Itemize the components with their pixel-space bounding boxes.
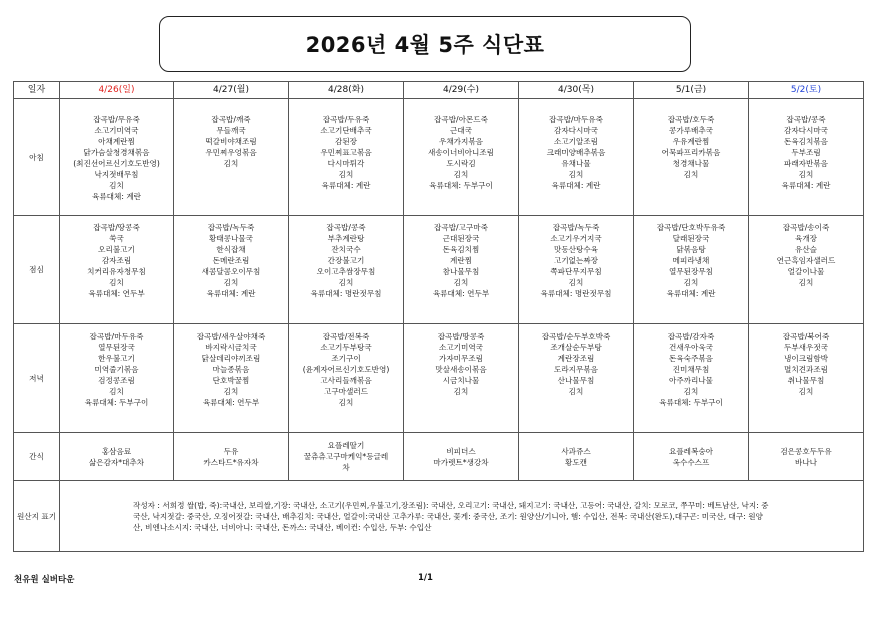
menu-item: 차 (342, 463, 350, 472)
day-header: 5/2(토) (749, 82, 864, 99)
menu-item: 낙지젓배무침 (94, 170, 139, 179)
menu-item: 치커리유자청무침 (87, 267, 146, 276)
menu-item: 계란장조림 (557, 354, 595, 363)
meal-label: 아침 (14, 99, 60, 216)
menu-item: 김치 (798, 170, 814, 179)
menu-item: 김치 (109, 387, 124, 396)
menu-item: 건새우아욱국 (668, 343, 713, 352)
menu-item: 검은콩호두두유 (780, 446, 832, 456)
menu-item: 떡갈비야채조림 (205, 137, 257, 146)
menu-item: 황태콩나물국 (208, 234, 253, 243)
menu-item: 황도캔 (564, 457, 587, 467)
menu-item: 김치 (109, 181, 124, 190)
menu-cell (289, 433, 404, 481)
menu-item: 잡곡밥/새우살야채죽 (196, 332, 266, 341)
menu-item: 고기없는짜장 (553, 256, 598, 265)
menu-item: 냉이크림함박 (783, 354, 828, 363)
menu-item: 달래된장국 (672, 234, 710, 243)
menu-item: 잡곡밥/두유죽 (322, 115, 370, 124)
menu-item: 소고기미역국 (438, 343, 483, 352)
menu-item: 닭볶음탕 (676, 245, 706, 254)
menu-item: 참나물무침 (442, 267, 480, 276)
menu-cell (174, 324, 289, 433)
menu-item: 근대국 (449, 126, 472, 135)
meal-row (14, 216, 864, 324)
meal-label: 간식 (14, 433, 60, 481)
menu-cell (634, 99, 749, 216)
menu-item: 시금치나물 (442, 376, 480, 385)
footer-page-number: 1/1 (418, 573, 433, 583)
menu-item: 육류대체: 계란 (206, 289, 256, 298)
menu-item: (최진선어르신기호도반영) (73, 159, 160, 168)
origin-line: 국산, 낙지젓갈: 중국산, 오징어젓갈: 국내산, 배추김치: 국내산, 얼갈이:국내산 고추가루: 국내산, 꽃게: 중국산, 조기: 원양산/기니아, 햄: 수입산, 전복: 국내산(완도),대구곤: 미국산, 대구: 원양 (133, 511, 763, 521)
menu-item: 두유 (223, 446, 239, 456)
menu-item: 잡곡밥/콩죽 (326, 223, 366, 232)
menu-item: 김치 (109, 278, 124, 287)
menu-item: 미역줄기볶음 (94, 365, 139, 374)
menu-cell (289, 324, 404, 433)
menu-item: 아주까리나물 (668, 376, 713, 385)
day-header: 4/27(월) (174, 82, 289, 99)
menu-item: 한우불고기 (98, 354, 135, 363)
menu-item: 감자다시마국 (783, 126, 828, 135)
menu-item: 크래미양배추볶음 (546, 148, 606, 157)
menu-item: 김치 (683, 278, 699, 287)
menu-item: 새콤달콤오이무침 (201, 267, 261, 276)
menu-item: 새송이너비아니조림 (427, 148, 495, 157)
menu-item: 검정콩조림 (98, 376, 135, 385)
menu-item: 카스타드*유자차 (203, 457, 259, 467)
menu-item: 간장불고기 (327, 256, 365, 265)
menu-cell (519, 433, 634, 481)
menu-item: 육류대체: 연두부 (432, 289, 490, 298)
menu-item: 맛동산탕수육 (553, 245, 598, 254)
menu-item: 닭살데리야끼조림 (201, 354, 261, 363)
menu-item: 오리불고기 (98, 245, 135, 254)
menu-item: 홍삼음료 (101, 446, 132, 456)
menu-item: 잡곡밥/콩죽 (786, 115, 826, 124)
menu-cell (174, 433, 289, 481)
day-header: 4/29(수) (404, 82, 519, 99)
menu-cell (174, 216, 289, 324)
menu-item: 잡곡밥/마두유죽 (89, 332, 144, 341)
meal-label: 저녁 (14, 324, 60, 433)
menu-item: 잡곡밥/마두유죽 (549, 115, 603, 124)
menu-item: 우유계란찜 (672, 137, 710, 146)
menu-item: 유산슬 (794, 245, 817, 254)
menu-item: 우민찌표고볶음 (320, 148, 372, 157)
menu-item: 소고기두부탕국 (320, 343, 372, 352)
menu-item: 조개살순두부탕 (550, 343, 602, 352)
menu-item: 잔치국수 (331, 245, 361, 254)
menu-item: 사과쥬스 (561, 446, 591, 456)
menu-item: 닭가슴살청경채볶음 (83, 148, 150, 157)
menu-item: (윤계자어르신기호도반영) (302, 365, 390, 374)
menu-item: 김치 (223, 387, 239, 396)
menu-item: 요플레딸기 (327, 441, 365, 450)
menu-item: 김치 (683, 387, 699, 396)
menu-item: 우채가지볶음 (438, 137, 483, 146)
menu-item: 메피라냉채 (672, 256, 710, 265)
menu-item: 두부조림 (791, 148, 821, 157)
menu-item: 김치 (798, 387, 814, 396)
menu-cell (749, 324, 864, 433)
menu-item: 비피더스 (446, 446, 476, 456)
menu-item: 잡곡밥/깨죽 (211, 115, 251, 124)
menu-item: 소고기알조림 (553, 137, 598, 146)
menu-item: 김치 (338, 398, 354, 407)
menu-item: 돈육숙주볶음 (668, 354, 713, 363)
meal-label: 점심 (14, 216, 60, 324)
menu-item: 감자조림 (101, 256, 132, 265)
menu-item: 아채계란찜 (98, 137, 135, 146)
menu-item: 가자미무조림 (438, 354, 483, 363)
menu-item: 우민찌우엉볶음 (205, 148, 257, 157)
menu-item: 잡곡밥/호두죽 (667, 115, 715, 124)
menu-item: 맛살새송이볶음 (435, 365, 487, 374)
origin-row (14, 481, 864, 552)
menu-item: 육류대체: 두부구이 (429, 181, 493, 190)
menu-item: 근대된장국 (442, 234, 480, 243)
menu-item: 김치 (453, 278, 469, 287)
menu-cell (519, 99, 634, 216)
menu-cell (289, 216, 404, 324)
origin-label: 원산지 표기 (14, 481, 60, 552)
menu-item: 김치 (338, 170, 354, 179)
menu-item: 김치 (683, 170, 699, 179)
menu-item: 소고기단배추국 (320, 126, 372, 135)
menu-item: 청경채나물 (672, 159, 710, 168)
menu-item: 잡곡밥/녹두죽 (207, 223, 255, 232)
menu-item: 마가렛트*생강차 (433, 457, 489, 467)
menu-item: 감자다시마국 (553, 126, 598, 135)
menu-item: 육류대체: 계란 (321, 181, 371, 190)
menu-item: 육개장 (794, 234, 817, 243)
menu-item: 쪽파단무지무침 (550, 267, 602, 276)
day-header: 4/30(목) (519, 82, 634, 99)
menu-item: 잡곡밥/땅콩죽 (93, 223, 140, 232)
menu-cell (519, 216, 634, 324)
menu-item: 연근흑임자샐러드 (776, 256, 836, 265)
menu-item: 오이고추쌈장무침 (316, 267, 376, 276)
menu-item: 멸치견과조림 (783, 365, 828, 374)
menu-item: 옥수수스프 (672, 457, 710, 467)
menu-cell (60, 216, 174, 324)
menu-cell (60, 433, 174, 481)
menu-cell (749, 433, 864, 481)
menu-item: 김치 (223, 159, 239, 168)
menu-item: 돈육김치찜 (442, 245, 480, 254)
footer-organization: 천유원 실버타운 (14, 575, 75, 585)
menu-cell (60, 324, 174, 433)
menu-item: 김치 (453, 387, 469, 396)
menu-item: 파래자반볶음 (783, 159, 828, 168)
menu-item: 육류대체: 두부구이 (659, 398, 723, 407)
menu-item: 취나물무침 (787, 376, 825, 385)
origin-line: 산, 비엔나소시지: 국내산, 너비아니: 국내산, 돈까스: 국내산, 베이컨: 수입산, 두부: 수입산 (133, 522, 432, 532)
menu-item: 잡곡밥/녹두죽 (552, 223, 600, 232)
menu-item: 잡곡밥/전복죽 (322, 332, 370, 341)
menu-item: 김치 (453, 170, 469, 179)
menu-item: 바지락시금치국 (205, 343, 257, 352)
menu-item: 계란찜 (449, 256, 472, 265)
menu-item: 열무된장무침 (668, 267, 713, 276)
meal-row (14, 324, 864, 433)
menu-item: 잡곡밥/단호박두유죽 (656, 223, 726, 232)
menu-item: 김치 (568, 387, 584, 396)
day-header: 4/28(화) (289, 82, 404, 99)
menu-cell (749, 99, 864, 216)
menu-item: 소고기우거지국 (550, 234, 602, 243)
page-title: 2026년 4월 5주 식단표 (159, 16, 691, 72)
menu-item: 육류대체: 계란 (666, 289, 716, 298)
menu-table (13, 81, 864, 552)
menu-item: 감된장 (334, 137, 357, 146)
menu-cell (404, 324, 519, 433)
menu-item: 김치 (338, 278, 354, 287)
menu-item: 삶은감자*대추차 (88, 457, 145, 467)
menu-item: 열무된장국 (98, 343, 135, 352)
menu-item: 잡곡밥/송이죽 (782, 223, 830, 232)
menu-item: 도라지무볶음 (553, 365, 598, 374)
menu-item: 김치 (568, 170, 584, 179)
menu-item: 산나물무침 (557, 376, 595, 385)
menu-item: 육류대체: 계란 (781, 181, 831, 190)
menu-item: 잡곡밥/감자죽 (667, 332, 715, 341)
menu-cell (519, 324, 634, 433)
menu-item: 돈메란조림 (212, 256, 250, 265)
menu-item: 유채나물 (561, 159, 591, 168)
day-header: 5/1(금) (634, 82, 749, 99)
menu-item: 쑥국 (109, 234, 124, 243)
menu-item: 잡곡밥/땅콩죽 (437, 332, 485, 341)
menu-item: 진미채무침 (672, 365, 710, 374)
menu-cell (404, 99, 519, 216)
menu-cell (174, 99, 289, 216)
meal-row (14, 99, 864, 216)
menu-item: 마늘종볶음 (212, 365, 250, 374)
origin-line: 작성자 : 서희정 쌀(밥, 죽):국내산, 보리쌀,기장: 국내산, 소고기(우민찌,우불고기,장조림): 국내산, 오리고기: 국내산, 돼지고기: 국내산, 고등어: 국내산, 갈치: 모로코, 쭈꾸미: 베트남산, 낙지: 중 (133, 500, 769, 510)
menu-item: 다시마튀각 (327, 159, 365, 168)
menu-item: 부추계란탕 (327, 234, 365, 243)
menu-item: 요플레복숭아 (668, 446, 713, 456)
menu-item: 한식잡채 (216, 245, 246, 254)
menu-item: 잡곡밥/무유죽 (93, 115, 140, 124)
menu-item: 육류대체: 연두부 (202, 398, 260, 407)
menu-item: 콩가루배추국 (668, 126, 713, 135)
menu-item: 꿀츄츄고구마케익*등글레 (303, 452, 389, 461)
menu-cell (634, 216, 749, 324)
menu-item: 잡곡밥/고구마죽 (434, 223, 488, 232)
menu-item: 도시락김 (446, 159, 476, 168)
menu-item: 고사리들깨볶음 (320, 376, 372, 385)
menu-cell (404, 216, 519, 324)
menu-cell (289, 99, 404, 216)
menu-item: 두부새우젓국 (783, 343, 828, 352)
meal-row (14, 433, 864, 481)
menu-item: 잡곡밥/북어죽 (782, 332, 830, 341)
header-date-label: 일자 (14, 82, 60, 99)
menu-item: 육류대체: 연두부 (88, 289, 145, 298)
menu-item: 잡곡밥/아몬드죽 (434, 115, 488, 124)
menu-item: 김치 (798, 278, 814, 287)
origin-text (60, 481, 864, 552)
menu-cell (634, 433, 749, 481)
menu-item: 소고기미역국 (94, 126, 139, 135)
menu-item: 육류대체: 계란 (551, 181, 601, 190)
header-row (14, 82, 864, 99)
menu-item: 잡곡밥/순두부호박죽 (541, 332, 611, 341)
menu-item: 김치 (223, 278, 239, 287)
day-header: 4/26(일) (60, 82, 174, 99)
menu-item: 어묵파프리카볶음 (661, 148, 721, 157)
menu-item: 고구마샐러드 (323, 387, 368, 396)
menu-item: 육류대체: 명란젓무침 (310, 289, 382, 298)
menu-cell (404, 433, 519, 481)
menu-item: 육류대체: 계란 (92, 192, 141, 201)
menu-item: 돈육김치볶음 (783, 137, 828, 146)
menu-item: 육류대체: 두부구이 (84, 398, 149, 407)
menu-item: 무들깨국 (216, 126, 246, 135)
menu-item: 조기구이 (331, 354, 361, 363)
menu-cell (634, 324, 749, 433)
menu-item: 얼갈이나물 (787, 267, 825, 276)
menu-item: 육류대체: 명란젓무침 (540, 289, 612, 298)
menu-cell (60, 99, 174, 216)
menu-item: 바나나 (794, 457, 817, 467)
menu-cell (749, 216, 864, 324)
menu-item: 김치 (568, 278, 584, 287)
menu-item: 단호박꿀찜 (212, 376, 250, 385)
